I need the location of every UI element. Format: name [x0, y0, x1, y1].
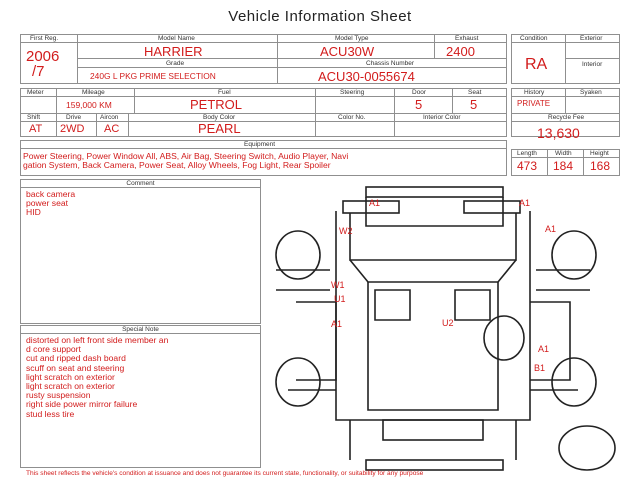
- damage-mark-a1-right-rear: A1: [538, 344, 550, 354]
- damage-mark-w1: W1: [331, 280, 345, 290]
- syaken-label: Syaken: [580, 89, 602, 96]
- comment-list: [26, 190, 75, 218]
- disclaimer-footer: This sheet reflects the vehicle's condition at issuance and does not guarantee its current state, functionality, or suitability for any purpose: [26, 470, 424, 477]
- first-reg-month: /7: [32, 63, 45, 80]
- chassis-label: Chassis Number: [366, 60, 415, 67]
- exterior-label: Exterior: [580, 35, 603, 42]
- damage-mark-a1-left: A1: [331, 319, 343, 329]
- special-note-line: light scratch on exterior: [26, 381, 115, 392]
- drive-label: Drive: [66, 114, 82, 121]
- model-type-label: Model Type: [335, 35, 369, 42]
- chassis-value: ACU30-0055674: [318, 69, 415, 84]
- shift-value: AT: [29, 123, 43, 135]
- length-value: 473: [517, 159, 538, 173]
- equipment-line-2: gation System, Back Camera, Power Seat, Alloy Wheels, Fog Light, Rear Spoiler: [23, 160, 331, 170]
- grade-value: 240G L PKG PRIME SELECTION: [90, 71, 216, 81]
- recycle-fee-value: 13,630: [537, 125, 580, 141]
- recycle-fee-label: Recycle Fee: [548, 114, 585, 121]
- mileage-label: Mileage: [82, 89, 105, 96]
- condition-label: Condition: [520, 35, 548, 42]
- special-note-line: right side power mirror failure: [26, 399, 138, 410]
- special-note-line: light scratch on exterior: [26, 371, 115, 382]
- mileage-value: 159,000 KM: [66, 100, 112, 110]
- special-note-line: stud less tire: [26, 408, 75, 419]
- damage-mark-a1-front-right: A1: [519, 198, 531, 208]
- meter-label: Meter: [27, 89, 44, 96]
- special-note-line: scuff on seat and steering: [26, 362, 125, 373]
- body-color-value: PEARL: [198, 121, 241, 136]
- special-note-line: distorted on left front side member an: [26, 335, 169, 345]
- sheet-title: Vehicle Information Sheet: [228, 8, 412, 25]
- special-note-line: cut and ripped dash board: [26, 353, 126, 364]
- shift-label: Shift: [27, 114, 41, 121]
- color-no-label: Color No.: [338, 114, 366, 121]
- damage-mark-u2: U2: [442, 318, 454, 328]
- seat-value: 5: [470, 97, 478, 112]
- seat-label: Seat: [468, 89, 482, 96]
- damage-mark-w2: W2: [339, 226, 353, 236]
- aircon-value: AC: [104, 123, 120, 135]
- history-value: PRIVATE: [517, 99, 551, 108]
- exhaust-label: Exhaust: [455, 35, 479, 42]
- interior-label: Interior: [582, 61, 603, 68]
- damage-mark-u1: U1: [334, 294, 346, 304]
- height-value: 168: [590, 159, 611, 173]
- special-note-line: d core support: [26, 344, 81, 355]
- comment-label: Comment: [126, 180, 155, 187]
- model-type-value: ACU30W: [320, 44, 375, 59]
- first-reg-label: First Reg.: [30, 35, 59, 42]
- interior-color-label: Interior Color: [423, 114, 461, 121]
- fuel-label: Fuel: [218, 89, 231, 96]
- equipment-line-1: Power Steering, Power Window All, ABS, Air Bag, Steering Switch, Audio Player, Navi: [23, 151, 349, 161]
- comment-line: HID: [26, 207, 41, 218]
- condition-value: RA: [525, 56, 548, 73]
- fuel-value: PETROL: [190, 97, 243, 112]
- aircon-label: Aircon: [100, 114, 119, 121]
- comment-line: back camera: [26, 189, 76, 199]
- damage-mark-a1-right: A1: [545, 224, 557, 234]
- grade-label: Grade: [166, 60, 185, 67]
- exhaust-value: 2400: [446, 44, 475, 59]
- first-reg-year: 2006: [26, 48, 60, 65]
- door-value: 5: [415, 97, 423, 112]
- door-label: Door: [412, 89, 427, 96]
- body-color-label: Body Color: [203, 114, 236, 121]
- history-label: History: [524, 89, 545, 96]
- comment-line: power seat: [26, 198, 69, 209]
- length-label: Length: [517, 150, 537, 157]
- damage-mark-a1-front-left: A1: [369, 198, 381, 208]
- height-label: Height: [590, 150, 609, 157]
- steering-label: Steering: [340, 89, 365, 96]
- damage-mark-b1: B1: [534, 363, 546, 373]
- equipment-label: Equipment: [244, 141, 276, 148]
- model-name-label: Model Name: [158, 35, 195, 42]
- special-note-line: rusty suspension: [26, 390, 91, 401]
- special-note-label: Special Note: [122, 326, 159, 333]
- model-name-value: HARRIER: [144, 44, 203, 59]
- special-note-list: [26, 336, 168, 419]
- width-label: Width: [555, 150, 572, 157]
- drive-value: 2WD: [60, 123, 85, 135]
- width-value: 184: [553, 159, 574, 173]
